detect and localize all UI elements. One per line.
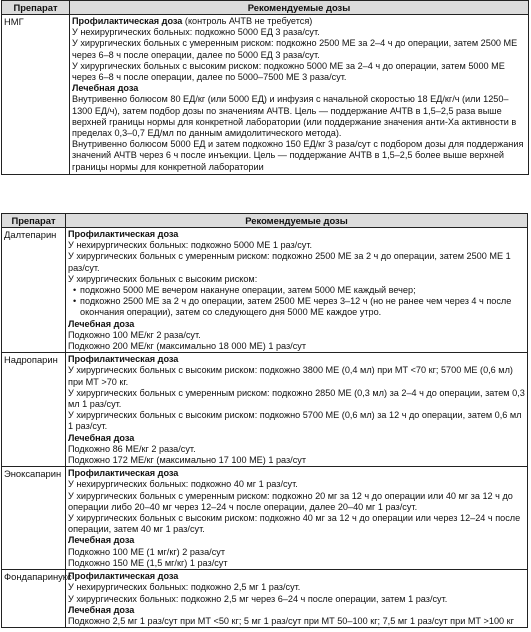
- drug-name-cell: Далтепарин: [2, 228, 66, 353]
- table-row: [2, 570, 528, 628]
- dose-line: У нехирургических больных: подкожно 2,5 мг 1 раз/сут.: [68, 582, 301, 593]
- table-header-row: [2, 1, 529, 15]
- dose-heading: Лечебная доза: [68, 604, 135, 615]
- table-header-row: [2, 214, 528, 228]
- drug-name-cell: Фондапаринукс: [2, 570, 66, 628]
- dose-line: У нехирургических больных: подкожно 40 мг 1 раз/сут.: [68, 479, 298, 490]
- column-header-dose: Рекомендуемые дозы: [70, 1, 529, 15]
- dose-heading: Профилактическая доза: [68, 468, 179, 479]
- dose-cell: [66, 467, 528, 570]
- dose-line: У хирургических больных: подкожно 2,5 мг через 6–24 ч после операции, затем 1 раз/сут.: [68, 593, 448, 604]
- dose-heading: Профилактическая доза: [68, 229, 179, 239]
- dose-line: Подкожно 2,5 мг 1 раз/сут при МТ <50 кг; 5 мг 1 раз/сут при МТ 50–100 кг; 7,5 мг 1 раз/сут при МТ >100 кг: [68, 615, 514, 626]
- dose-heading: Лечебная доза: [72, 83, 139, 94]
- table-row: [2, 228, 528, 353]
- table-row: [2, 15, 529, 175]
- dose-heading: Лечебная доза: [68, 535, 135, 546]
- dose-line: У хирургических больных с высоким риском: подкожно 5000 МЕ за 2–4 ч до операции, затем 5000 МЕ через 6–8 ч после операции, далее по 5000–7500 МЕ 3 раза/сут.: [72, 60, 505, 83]
- dose-heading: [72, 16, 526, 27]
- dose-line: У хирургических больных с высоким риском: подкожно 5700 МЕ (0,6 мл) за 12 ч до операции, затем 0,6 мл 1 раз/сут.: [68, 410, 522, 432]
- dose-bullet-item: • подкожно 2500 МЕ за 2 ч до операции, затем 2500 МЕ через 3–12 ч (но не ранее чем через 4 ч после окончания операции), затем со следующего дня 5000 МЕ каждое утро.: [68, 296, 525, 318]
- drug-name-cell: Надропарин: [2, 353, 66, 467]
- column-header-drug: Препарат: [2, 214, 66, 228]
- dose-line: У хирургических больных с умеренным риском: подкожно 20 мг за 12 ч до операции или 40 мг за 12 ч до операции либо 20–40 мг через 12–24 ч после операции, далее 20–40 мг 1 раз/сут.: [68, 490, 513, 512]
- dose-line: У хирургических больных с умеренным риском: подкожно 2850 МЕ (0,3 мл) за 2–4 ч до операции, затем 0,3 мл 1 раз/сут.: [68, 387, 525, 410]
- dose-line: У хирургических больных с умеренным риском: подкожно 2500 МЕ за 2–4 ч до операции, затем 2500 МЕ через 6–8 ч после операции, далее по 5000 ЕД 3 раза/сут.: [72, 38, 518, 60]
- dose-heading: Лечебная доза: [68, 318, 135, 329]
- dose-line: Внутривенно болюсом 5000 ЕД и затем подкожно 150 ЕД/кг 3 раза/сут с подбором дозы для поддержания значений АЧТВ через 6 ч после инъекции. Цель — поддержание АЧТВ в 1,5–2,5 более выше верхней границы нормы для конкретной лаборатории: [72, 139, 524, 172]
- dose-cell: [70, 15, 529, 175]
- dose-line: Внутривенно болюсом 80 ЕД/кг (или 5000 ЕД) и инфузия с начальной скоростью 18 ЕД/кг/ч (или 1250–1300 ЕД/ч), затем подбор дозы по значениям АЧТВ. Цель — поддержание АЧТВ в 1,5–2,5 раза выше верхней границы нормы для конкретной лаборатории (или поддержание значения анти-Ха активности в пределах 0,3–0,7 ЕД/мл по данным амидолитического метода).: [72, 94, 517, 139]
- drug-name-cell: НМГ: [2, 15, 70, 175]
- dose-line: У нехирургических больных: подкожно 5000 МЕ 1 раз/сут.: [68, 240, 313, 251]
- dose-line: У хирургических больных с высоким риском:: [68, 273, 258, 284]
- dose-line: Подкожно 100 МЕ (1 мг/кг) 2 раза/сут: [68, 546, 225, 557]
- dose-heading: Лечебная доза: [68, 432, 135, 443]
- dose-heading-note: (контроль АЧТВ не требуется): [182, 16, 313, 26]
- dose-line: У нехирургических больных: подкожно 5000 ЕД 3 раза/сут.: [72, 27, 320, 38]
- drug-name-cell: Эноксапарин: [2, 467, 66, 570]
- dose-line: Подкожно 200 МЕ/кг (максимально 18 000 МЕ) 1 раз/сут: [68, 341, 307, 352]
- dose-heading: Профилактическая доза: [68, 571, 179, 582]
- table-row: [2, 467, 528, 570]
- dose-bullet-item: • подкожно 5000 МЕ вечером накануне операции, затем 5000 МЕ каждый вечер;: [68, 285, 525, 296]
- dosing-table-lmwh: [1, 0, 529, 175]
- column-header-dose: Рекомендуемые дозы: [66, 214, 528, 228]
- table-row: [2, 353, 528, 467]
- dose-line: У хирургических больных с умеренным риском: подкожно 2500 МЕ за 2 ч до операции, затем 2500 МЕ 1 раз/сут.: [68, 251, 511, 273]
- dose-cell: [66, 228, 528, 353]
- column-header-drug: Препарат: [2, 1, 70, 15]
- dosing-table-drugs: [1, 213, 528, 628]
- dose-heading-text: Профилактическая доза: [72, 16, 183, 26]
- dose-cell: [66, 353, 528, 467]
- dose-line: Подкожно 150 МЕ (1,5 мг/кг) 1 раз/сут: [68, 557, 228, 568]
- dose-line: У хирургических больных с высоким риском: подкожно 40 мг за 12 ч до операции или через 12–24 ч после операции, затем 40 мг 1 раз/сут.: [68, 513, 521, 535]
- dose-heading: Профилактическая доза: [68, 354, 179, 365]
- dose-line: Подкожно 100 МЕ/кг 2 раза/сут.: [68, 329, 201, 340]
- dose-line: У хирургических больных с высоким риском: подкожно 3800 МЕ (0,4 мл) при МТ <70 кг; 5700 МЕ (0,6 мл) при МТ >70 кг.: [68, 365, 513, 387]
- dose-line: Подкожно 172 МЕ/кг (максимально 17 100 МЕ) 1 раз/сут: [68, 455, 307, 466]
- dose-cell: [66, 570, 528, 628]
- dose-line: Подкожно 86 МЕ/кг 2 раза/сут.: [68, 443, 196, 454]
